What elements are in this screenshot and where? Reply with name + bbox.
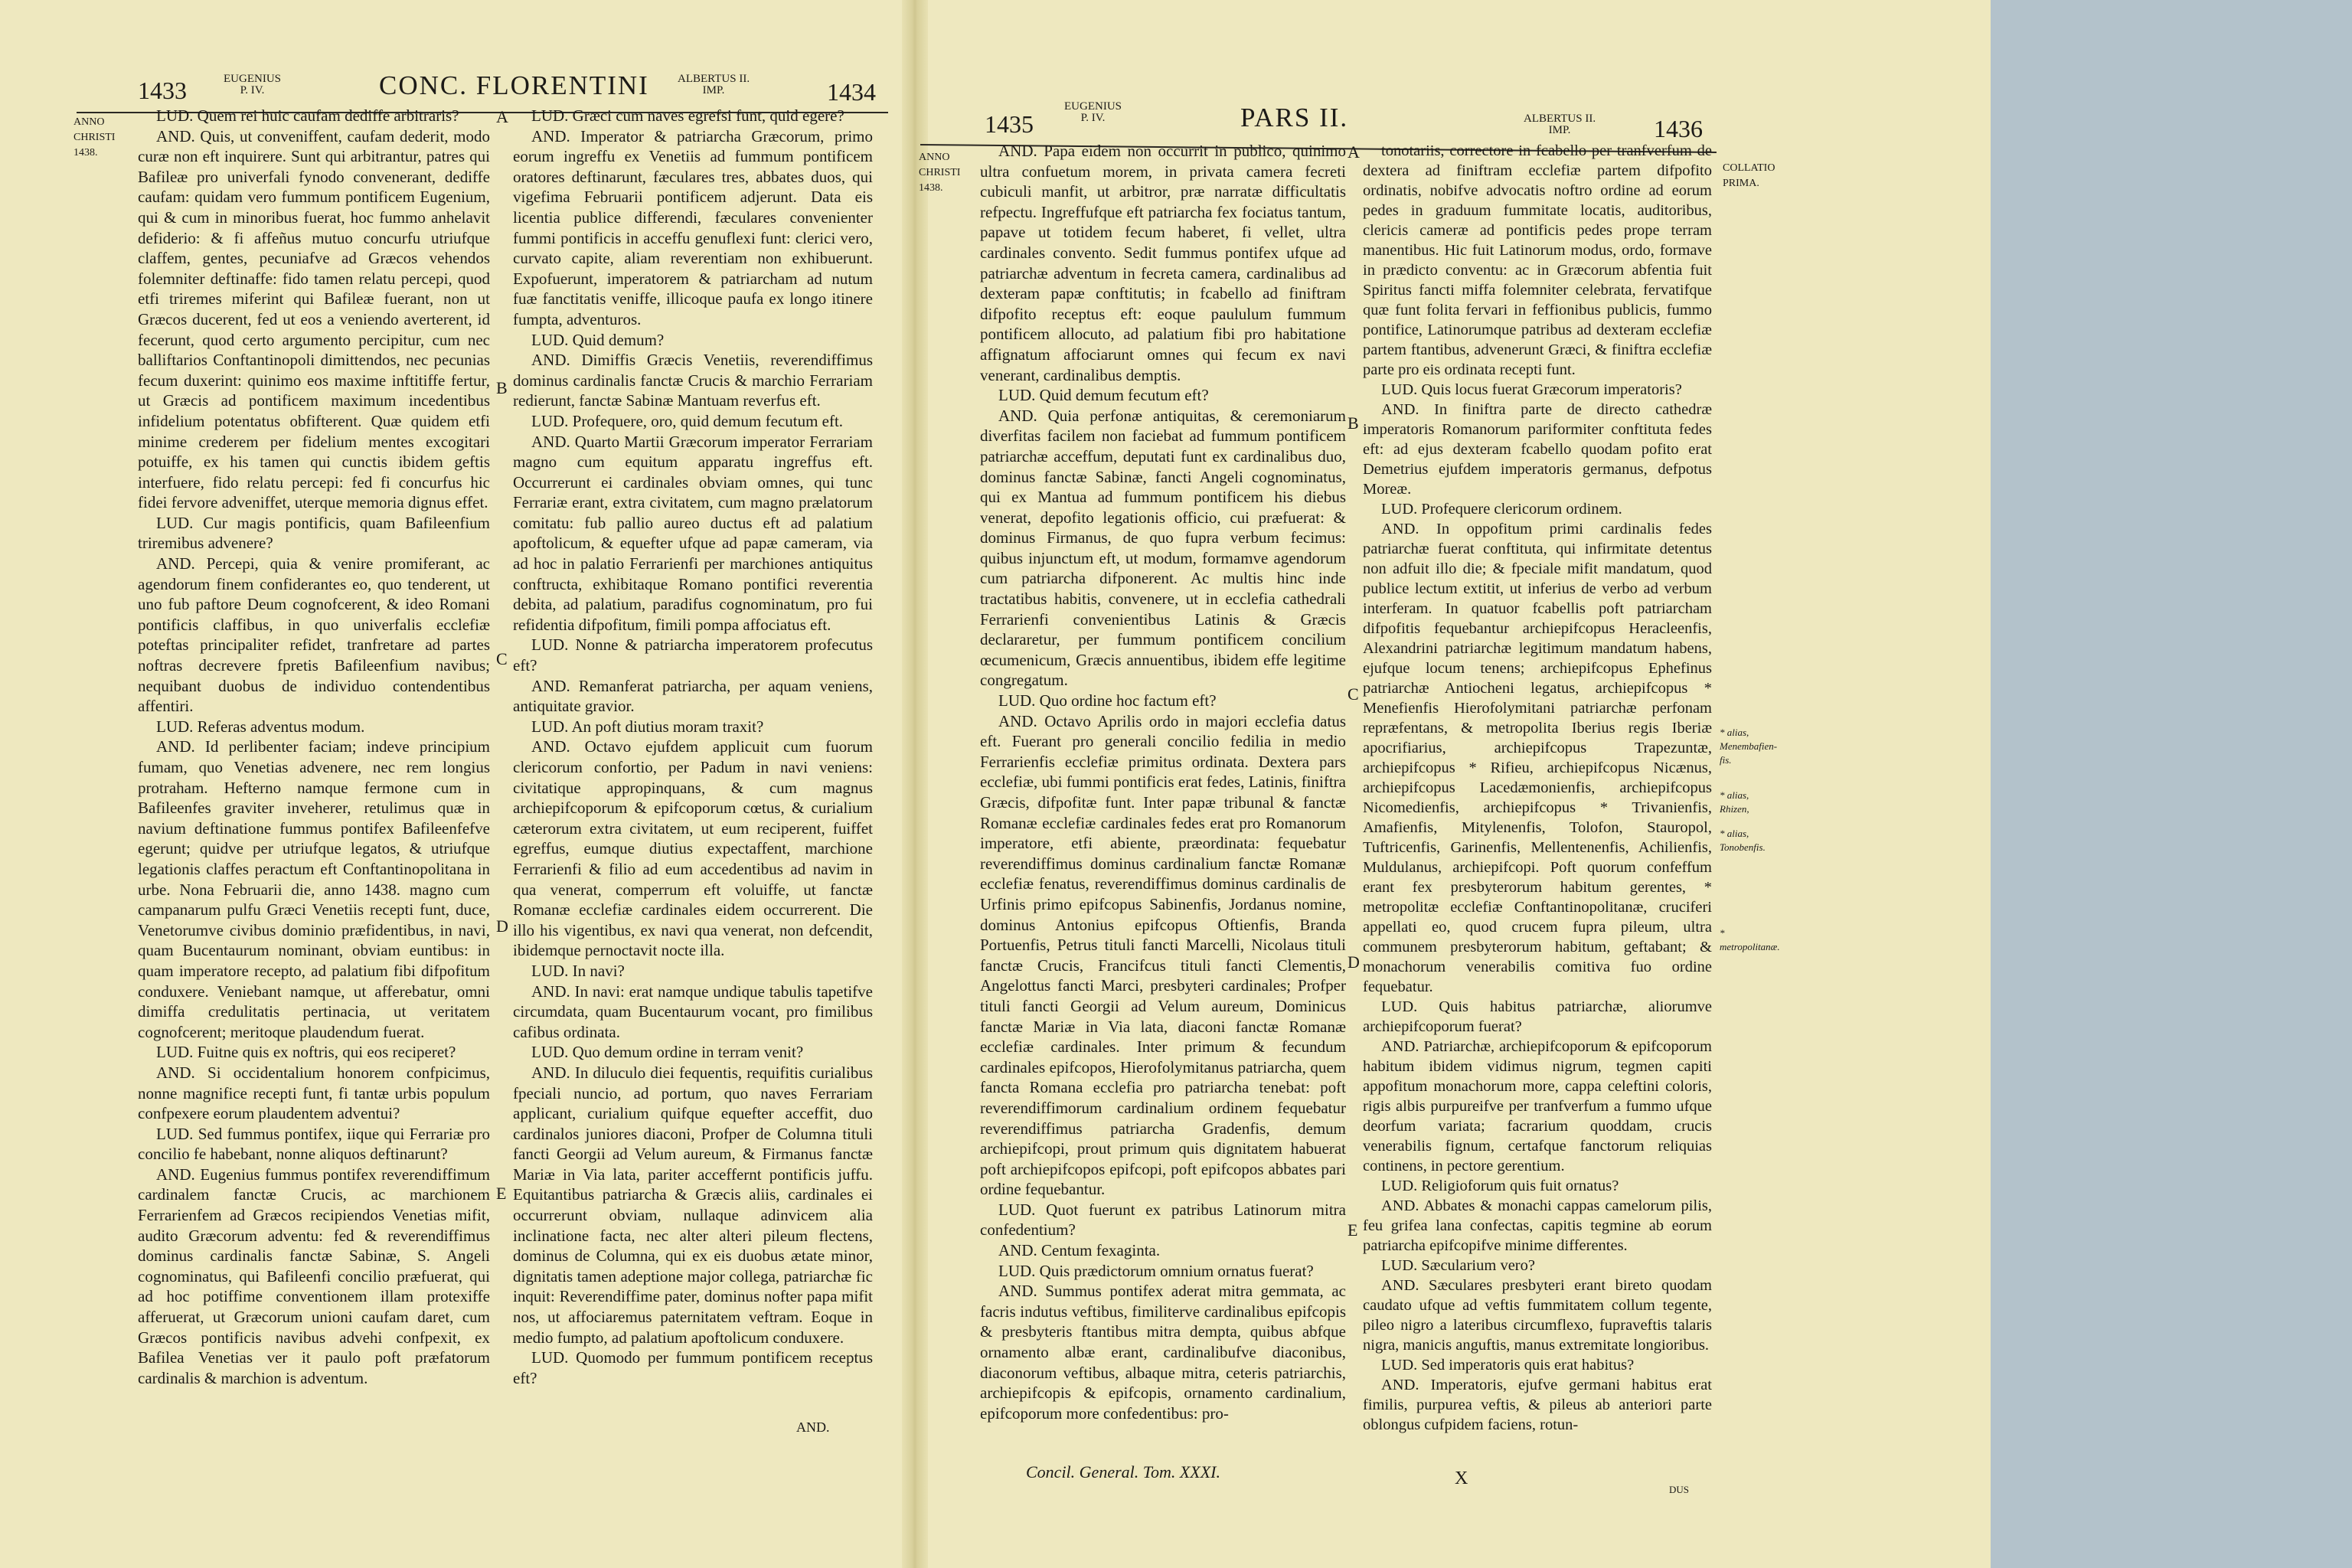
paragraph: LUD. Quid demum? [531,330,665,349]
header-emperor: ALBERTUS II. IMP. [1524,113,1596,136]
paragraph: LUD. Quem rei huic caufam dediffe arbitraris? [156,106,459,125]
section-letter: D [496,916,508,936]
paragraph: AND. Si occidentalium honorem confpicimus, nonne magnifice recepti funt, fi tantæ urbis populum confpexere eorum plaudentem adventui? [138,1063,490,1123]
paragraph: AND. Dimiffis Græcis Venetiis, reverendiffimus dominus cardinalis fanctæ Crucis & marchio Ferrariam redierunt, fanctæ Sabinæ Mantuam reverfus eft. [513,351,873,410]
paragraph: AND. Imperatoris, ejufve germani habitus erat fimilis, purpurea veftis, & pileus ab anteriori parte oblongus cufpidem faciens, rotun- [1363,1377,1712,1433]
section-letter: B [1348,413,1359,433]
paragraph: LUD. Quis locus fuerat Græcorum imperatoris? [1381,381,1682,398]
background-edge [1991,0,2352,1568]
section-letter: A [496,107,508,126]
paragraph: LUD. Quo demum ordine in terram venit? [531,1043,804,1062]
catchword: AND. [796,1419,830,1435]
signature-mark: X [1455,1468,1468,1488]
right-column-2 [1363,141,1712,1435]
paragraph: AND. Summus pontifex aderat mitra gemmata, ac facris indutus veftibus, fimiliterve cardinalibus epifcopis & presbyteris ftantibus mitra dempta, quibus abfque ornamento albæ erant, cardinalibufve diaconibus, diaconorum veftibus, albaque mitra, ceteris patriarchis, archiepifcopis & epifcopis, ornamento cardinalium, epifcoporum more confedentibus: pro- [980,1282,1346,1423]
paragraph: AND. Centum fexaginta. [998,1241,1161,1260]
side-note: * alias, Menembafien-fis. [1720,727,1778,766]
paragraph: AND. Quis, ut conveniffent, caufam dederit, modo curæ non eft inquirere. Sunt qui arbitrantur, patres qui Bafileæ pro univerfali fynodo convenerant, dediffe caufam: quidam vero fummum pontificem Eugenium, qui & cum in minoribus fuerat, hoc fummo anhelavit defiderio: & fi affeñus mutuo concurfu utriufque claffem, gentes, pecuniafve ad Græcos vehendos folemniter deftinaffe: fido tamen relatu percepi, quod etfi triremes miferint qui Bafileæ fuerant, non ut Græcos ducerent, fed ut eos a veniendo averterent, id fecerunt, quod certo argumento percipitur, cum nec balliftarios Conftantinopoli dimittendos, nec pecunias fecum duxerint: quinimo eos maxime inftitiffe fertur, ut Græcis ad pontificem maximum incedentibus infidelium potentatus obfifterent. Quæ quidem etfi minime crederem per fidelium mentes excogitari potuiffe, ex his tamen qui cunctis ibidem geftis interfuere, fido relatu percepi: fed fi concurfus hic fidei fervore adveniffet, uterque memoria dignus effet. [138,126,490,512]
section-letter: E [1348,1220,1358,1240]
paragraph: AND. Id perlibenter faciam; indeve principium fumam, quo Venetias advenere, nec rem longius protraham. Hefterno namque fermone cum in Bafileenfes graviter inveherer, retulimus quæ in navium deftinatione fummus pontifex Bafileenfefve egerunt; quidve per utriufque legatos, & utriufque legationis claffes peractum eft Conftantinopolitana in urbe. Nona Februarii die, anno 1438. magno cum campanarum pulfu Græci Venetiis recepti funt, duce, Venetorumve civibus dominio præfidentibus, in navi, quam Bucentaurum nominant, obviam euntibus: in quam imperatore recepto, ad palatium fibi difpofitum conduxere. Veniebant namque, ut afferebatur, omni dimiffa credulitatis pertinacia, ut veritatem cognofcerent; meritoque plaudendum fuerat. [138,737,490,1041]
paragraph: LUD. Profequere clericorum ordinem. [1381,501,1622,518]
footer-volume: Concil. General. Tom. XXXI. [1026,1462,1220,1481]
section-letter: A [1348,142,1360,162]
paragraph: LUD. Profequere, oro, quid demum fecutum eft. [531,411,844,430]
page-number-right: 1434 [827,78,876,106]
paragraph: LUD. Quot fuerunt ex patribus Latinorum mitra confedentium? [980,1200,1346,1240]
paragraph: AND. Papa eidem non occurrit in publico, quinimo ultra confuetum morem, in privata camera fecreti cubiculi manfit, ut arbitror, præ narratæ difficultatis refpectu. Ingreffufque eft patriarcha fex fociatus tantum, papave ut totidem fecum haberet, fi vellet, ultra cardinales convento. Sedit fummus pontifex ufque ad patriarchæ adventum in fecreta camera, cardinalibus ad dexteram papæ conftitutis; in fcabello ad finiftram difpofito receptus eft: eoque paululum fummum pontificem allocuto, ad palatium fibi pro habitatione affignatum affociarunt omnes qui fecum ex navi venerant, cardinalibus demptis. [980,142,1346,384]
paragraph: LUD. Sed imperatoris quis erat habitus? [1381,1357,1635,1374]
catchword: dus [1669,1481,1690,1496]
paragraph: LUD. Nonne & patriarcha imperatorem profecutus eft? [513,635,873,675]
section-letter: B [496,378,508,397]
header-pope: EUGENIUS P. IV. [1064,100,1122,124]
paragraph: LUD. Quomodo per fummum pontificem receptus eft? [513,1348,873,1387]
paragraph: LUD. Quo ordine hoc factum eft? [998,691,1217,710]
paragraph: LUD. Fuitne quis ex noftris, qui eos reciperet? [156,1043,456,1062]
paragraph: AND. Sæculares presbyteri erant bireto quodam caudato ufque ad veftis fummitatem collum tegente, pileo nigro a lateribus circumflexo, fupraveftis talaris nigra, manicis anguftis, manus extremitate longioribus. [1363,1277,1712,1354]
paragraph: LUD. Sed fummus pontifex, iique qui Ferrariæ pro concilio fe habebant, nonne aliquos deftinarunt? [138,1124,490,1164]
paragraph: AND. Patriarchæ, archiepifcoporum & epifcoporum habitum ibidem vidimus nigrum, tegmen capiti appofitum monachorum more, cappa celeftini coloris, rigis albis purpureifve per tranfverfum a fummo ufque deorfum variata; facrarium quoddam, crucis venerabilis fignum, certafque fanctorum reliquias continens, in pectore gerentium. [1363,1038,1712,1174]
header-emperor: ALBERTUS II. IMP. [678,73,750,96]
side-note: * alias, Rhizen, [1720,789,1749,815]
paragraph: AND. In diluculo diei fequentis, requifitis curialibus fpeciali nuncio, ad portum, quo naves Ferrariam applicant, curialium quifque equefter acceffit, duo cardinalos juniores diaconi, Profper de Columna tituli fancti Georgii ad Velum aureum, & Firmanus fanctæ Mariæ in Via lata, pariter acceffernt pontificis juffu. Equitantibus patriarcha & Græcis aliis, cardinales ei occurrerunt obviam, nullaque adinvicem alia inclinatione facta, nec alter alteri pileum flectens, dominus de Columna, qui ex eis duobus ætate minor, dignitatis tamen adeptione major collega, patriarchæ fic inquit: Reverendiffime pater, dominus nofter papa mifit nos, ut affociaremus paternitatem veftram. Eoque in medio fumpto, ad palatium apoftolicum conduxere. [513,1063,873,1347]
paragraph: AND. In oppofitum primi cardinalis fedes patriarchæ fuerat conftituta, qui infirmitate detentus non adfuit illo die; & fpeciale mifit mandatum, quod publice lectum extitit, ut inferius de verbo ad verbum interferam. In quatuor fcabellis poft patriarcham difpofitis fequebantur archiepifcopus Heracleenfis, Alexandrini patriarchæ legitimum mandatum habens, ejufque locum tenens; archiepifcopus Ephefinus patriarchæ Antiocheni legatus, archiepifcopus * Menefienfis Hierofolymitani patriarchæ perfonam repræfentans, & metropolita Iberius regis Iberiæ apocrifiarius, archiepifcopus Trapezuntæ, archiepifcopus * Rifieu, archiepifcopus Nicænus, archiepifcopus Lacedæmonienfis, archiepifcopus Nicomedienfis, archiepifcopus * Trivanienfis, Amafienfis, Mitylenenfis, Tolofon, Stauropol, Tuftricenfis, Garinenfis, Mellentenenfis, Achilienfis, Muldulanus, archiepifcopi. Poft quorum confeffum erant fex presbyterorum habitum gerentes, * metropolitæ ecclefiæ Conftantinopolitanæ, cruciferi appellati eo, quod crucem fupra pileum, ultra communem presbyterorum habitum, geftabant; & monachorum venerabilis comitiva fuo ordine fequebatur. [1363,521,1712,995]
paragraph: AND. Quia perfonæ antiquitas, & ceremoniarum diverfitas facilem non faciebat ad fummum pontificem patriarchæ acceffum, deputati funt ex cardinalibus duo, dominus fanctæ Sabinæ, fancti Angeli cognominatus, qui ex Mantua ad fummum pontificem his diebus venerat, depofito legationis officio, cui præfuerat: & dominus Firmanus, de quo fupra verbum fecimus: quibus injunctum eft, ut modum, formamve agendorum cum patriarcha difponerent. Ac multis hinc inde tractatibus habitis, convenere, ut in ecclefia cathedrali Ferrarienfi convenientibus Latinis & Græcis declararetur, per fummum pontificem concilium œcumenicum, Græcis annuentibus, ibidem effe legitime congregatum. [980,406,1346,690]
paragraph: AND. In navi: erat namque undique tabulis tapetifve circumdata, quam Bucentaurum vocant, pro fimilibus cafibus ordinata. [513,982,873,1041]
paragraph: tonotariis, correctore in fcabello per tranfverfum de dextera ad finiftram ecclefiæ partem difpofito ordinatis, nobifve advocatis noftro ordine ad eorum pedes in graduum fummitate locatis, auditoribus, clericis cameræ ad pontificis pedes prope terram manentibus. Hic fuit Latinorum modus, ordo, formave in prædicto conventu: ac in Græcorum abfentia fuit Spiritus fancti miffa folemniter celebrata, fervatifque quæ funt folita fervari in feffionibus publicis, fummo pontifice, Latinorumque patribus ad dexteram ecclefiæ partem ftantibus, advenerunt Græci, & finiftra ecclefiæ parte pro eis ordinata recepti funt. [1363,142,1712,378]
page-number: 1433 [138,77,187,104]
paragraph: LUD. Sæcularium vero? [1381,1257,1535,1274]
paragraph: AND. Quarto Martii Græcorum imperator Ferrariam magno cum equitum apparatu ingreffus eft. Occurrerunt ei cardinales obviam omnes, qui tunc Ferrariæ erant, extra civitatem, cum magno prælatorum comitatu: fub pallio aureo ductus eft ad palatium apoftolicum, & equefter ufque ad papæ cameram, via ad hoc in palatio Ferrarienfi per marchiones antiquitus conftructa, exhibitaque Romano pontifici reverentia debita, ad palatium, paradifus cognominatum, pro fui refidentia difpofitum, fimili pompa affociatus eft. [513,432,873,634]
left-column-1 [138,106,490,1388]
paragraph: AND. In finiftra parte de directo cathedræ imperatoris Romanorum pariformiter conftituta fedes eft: ad ejus dexteram fcabello quodam pofito erat Demetrius ejufdem imperatoris germanus, defpotus Moreæ. [1363,401,1712,498]
right-page [919,0,1991,1568]
paragraph: AND. Eugenius fummus pontifex reverendiffimum cardinalem fanctæ Crucis, ac marchionem Ferrarienfem ad Græcos recipiendos Venetias mifit, audito Græcorum adventu: fed & reverendiffimus dominus cardinalis fanctæ Sabinæ, S. Angeli cognominatus, qui Bafileenfi concilio præfuerat, qui ad hoc potiffime conventionem illam protexiffe afferuerat, ut Græcorum unioni caufam daret, cum Græcos pontificis navibus advehi confpexit, ex Bafilea Venetias ver it paulo poft præfatorum cardinalis & marchion is adventum. [138,1165,490,1387]
year-margin-note: ANNO CHRISTI 1438. [919,152,961,194]
running-title: PARS II. [1240,103,1349,132]
collatio-margin-note: COLLATIO PRIMA. [1723,162,1775,189]
year-margin-note: ANNO CHRISTI 1438. [74,116,116,158]
paragraph: AND. Imperator & patriarcha Græcorum, primo eorum ingreffu ex Venetiis ad fummum pontificem oratores deftinarunt, fæculares tres, abbates duos, qui vigefima Februarii pontificem adjerunt. Data eis licentia publice differendi, fæculares convenienter fummi pontificis in acceffu genuflexi funt: clerici vero, curvato capite, aliam reverentiam non exhibuerunt. Expofuerunt, imperatorem & patriarcham ad nutum fuæ fanctitatis veniffe, illicoque paufa ex longo itinere fumpta, adventuros. [513,126,873,328]
paragraph: AND. Percepi, quia & venire promiferant, ac agendorum finem confiderantes eo, quo tenderent, ut uno fub paftore Deum cognofcerent, & ideo Romani pontificis claffibus, in quo univerfalis ecclefiæ poteftas principaliter refidet, tranfretare ad partes noftras decrevere fpretis Bafileenfium navibus; nequibant duobus de individuo contendentibus affentiri. [138,554,490,716]
paragraph: LUD. Religioforum quis fuit ornatus? [1381,1178,1619,1194]
section-letter: E [496,1184,507,1203]
side-note: * alias, Tonobenfis. [1720,828,1766,853]
right-column-1 [980,141,1346,1423]
paragraph: LUD. Quid demum fecutum eft? [998,386,1209,405]
paragraph: AND. Remanferat patriarcha, per aquam veniens, antiquitate gravior. [513,676,873,716]
page-number-right: 1436 [1654,115,1703,142]
page-number: 1435 [985,110,1034,138]
side-note: * metropolitanæ. [1720,927,1780,952]
section-letter: C [496,649,508,668]
left-column-2 [513,106,873,1388]
paragraph: AND. Abbates & monachi cappas camelorum pilis, feu grifea lana confectas, capitis tegmine ab eorum patriarcha epifcopifve minime differentes. [1363,1197,1712,1254]
paragraph: LUD. An poft diutius moram traxit? [531,717,764,736]
paragraph: LUD. Quis prædictorum omnium ornatus fuerat? [998,1261,1314,1280]
paragraph: AND. Octavo Aprilis ordo in majori ecclefia datus eft. Fuerant pro generali concilio fedilia in medio Ferrarienfis ecclefiæ primitus ordinata. Dextera pars ecclefiæ, ubi fummi pontificis erat fedes, Latinis, finiftra Græcis, difpofitæ funt. Inter papæ tribunal & fanctæ Romanæ ecclefiæ cardinales fedes erat pro Romanorum imperatore, etfi abiente, præordinata: fequebatur reverendiffimus dominus cardinalium fanctæ Romanæ ecclefiæ fenatus, reverendiffimus dominus cardinalis de Urfinis primo epifcopus Sabinenfis, Jordanus nomine, dominus Antonius epifcopus Oftienfis, Branda Portuenfis, Petrus tituli fancti Marcelli, Nicolaus tituli fanctæ Crucis, Francifcus tituli fancti Clementis, Angelottus fancti Marci, presbyteri cardinales; Profper tituli fancti Georgii ad Velum aureum, Dominicus fanctæ Mariæ in Via lata, diaconi fanctæ Romanæ ecclefiæ cardinales. Inter primum & fecundum cardinales epifcopos, Hierofolymitanus patriarcha, quem fancta Romana ecclefia pro patriarcha tenebat: poft reverendiffimorum cardinalium ordinem fequebatur reverendiffimus patriarcha Gradenfis, demum archiepifcopi, prout primum quis dignitatem habuerat poft archiepifcopos epifcopi, poft epifcopos abbates pari ordine fequebantur. [980,711,1346,1199]
paragraph: LUD. Cur magis pontificis, quam Bafileenfium triremibus advenere? [138,513,490,553]
left-page [0,0,911,1568]
section-letter: D [1348,952,1360,972]
running-title: CONC. FLORENTINI [379,70,649,100]
section-letter: C [1348,684,1359,704]
paragraph: LUD. Referas adventus modum. [156,717,365,736]
paragraph: LUD. Græci cum naves egrefsi funt, quid egere? [531,106,844,125]
paragraph: AND. Octavo ejufdem applicuit cum fuorum clericorum confortio, per Padum in navi veniens: civitatique appropinquans, & cum magnus archiepifcoporum & epifcoporum cœtus, & curialium cæterorum extra civitatem, ut eum reciperent, fuiffet egreffus, eumque diutius expectaffent, marchione Ferrarienfi & filio ad eum accedentibus ad navim in qua venerat, comperrum eft voluiffe, ut fanctæ Romanæ ecclefiæ cardinales eidem occurrerent. Die illo his vigentibus, ex navi qua venerat, non defcendit, ibidemque pernoctavit nocte illa. [513,737,873,960]
header-pope: EUGENIUS P. IV. [224,73,281,96]
paragraph: LUD. In navi? [531,961,625,980]
paragraph: LUD. Quis habitus patriarchæ, aliorumve archiepifcoporum fuerat? [1363,998,1712,1035]
